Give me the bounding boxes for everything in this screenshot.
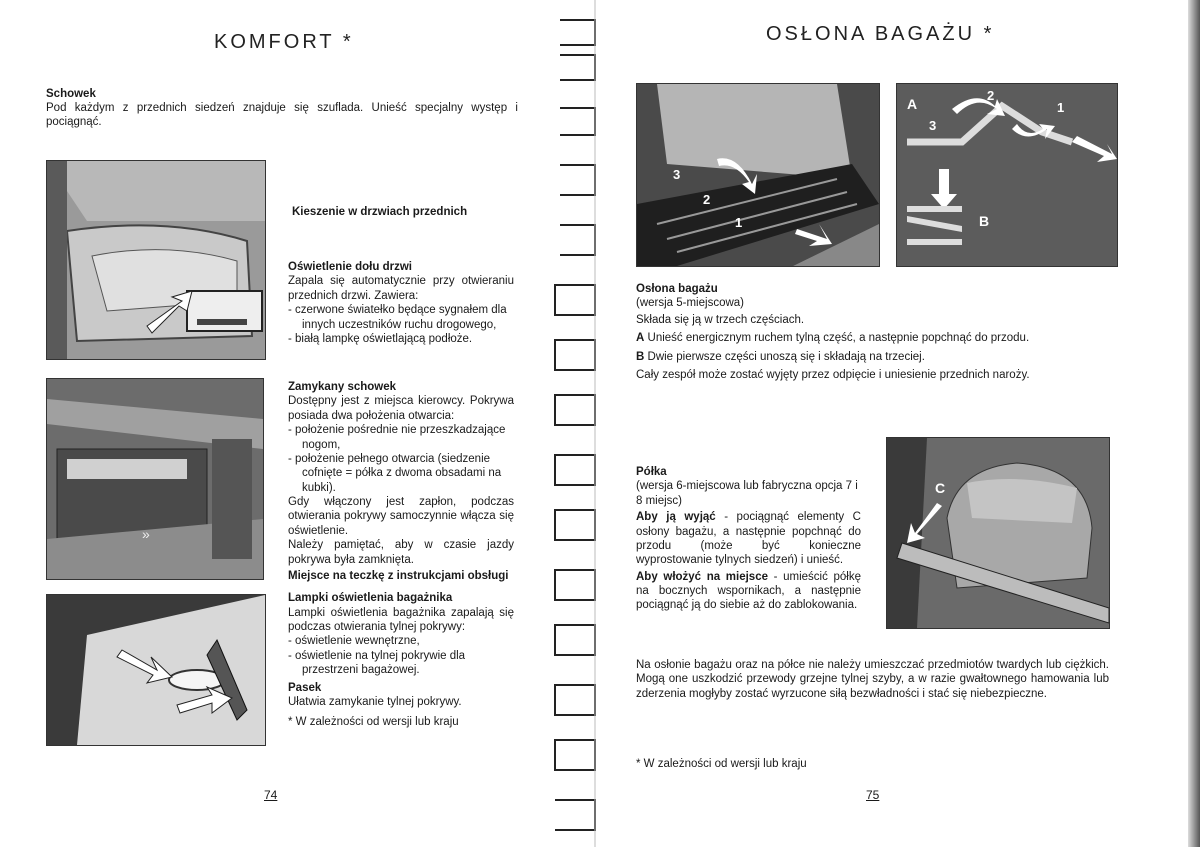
oswietlenie-section: [288, 260, 514, 346]
warning-text: Na osłonie bagażu oraz na półce nie należy umieszczać przedmiotów twardych lub ciężkich. Mogą one uszkodzić przewody grzejne tylnej szyby, a w razie gwałtownego hamowania lub zderzenia mogłyby zostać wyrzucone siłą bezwładności i stać się niebezpieczne.: [636, 659, 1109, 700]
folding-diagram-label: B: [979, 213, 990, 229]
folding-diagram-label: A: [907, 96, 918, 112]
pasek-text: Ułatwia zamykanie tylnej pokrywy.: [288, 695, 462, 708]
zamykany-item: - położenie pełnego otwarcia (siedzenie cofnięte = półka z dwoma obsadami na kubki).: [288, 452, 514, 495]
polka-remove: [636, 510, 861, 568]
polka-heading: Półka: [636, 466, 667, 478]
zamykany-text: Dostępny jest z miejsca kierowcy. Pokrywa posiada dwa położenia otwarcia:: [288, 395, 514, 422]
oslona-text: Składa się ją w trzech częściach.: [636, 313, 805, 326]
folding-diagram-label: 3: [929, 118, 937, 133]
schowek-text: Pod każdym z przednich siedzeń znajduje się szuflada. Unieść specjalny występ i pociągnąć.: [46, 102, 518, 129]
trunk-lid-photo: [46, 594, 266, 746]
zamykany-text2: Gdy włączony jest zapłon, podczas otwierania pokrywy samoczynnie włącza się oświetlenie.: [288, 496, 514, 537]
step-label: A: [636, 332, 645, 345]
oslona-section: [636, 282, 1106, 382]
pasek-heading: Pasek: [288, 681, 322, 694]
right-page-title: OSŁONA BAGAŻU *: [766, 23, 995, 45]
left-page-title: KOMFORT *: [214, 31, 354, 53]
oswietlenie-text: Zapala się automatycznie przy otwieraniu przednich drzwi. Zawiera:: [288, 275, 514, 302]
svg-text:»: »: [142, 526, 150, 542]
polka-insert-label: Aby włożyć na miejsce: [636, 570, 768, 583]
door-pocket-photo: [46, 160, 266, 360]
luggage-cover-photo: [636, 83, 880, 267]
lampki-item: - oświetlenie wewnętrzne,: [288, 634, 514, 648]
schowek-heading: Schowek: [46, 88, 96, 100]
oswietlenie-item: - czerwone światełko będące sygnałem dla innych uczestników ruchu drogowego,: [288, 303, 514, 332]
oslona-subtitle: (wersja 5-miejscowa): [636, 297, 744, 310]
folding-diagram: [896, 83, 1118, 267]
zamykany-section: [288, 380, 514, 730]
right-footnote: * W zależności od wersji lub kraju: [636, 758, 807, 770]
luggage-cover-photo-label: 1: [735, 215, 743, 230]
miejsce-heading: Miejsce na teczkę z instrukcjami obsługi: [288, 569, 509, 582]
right-page-number: 75: [866, 788, 880, 802]
spiral-binding: [545, 0, 615, 847]
oslona-step-a: [636, 331, 1106, 345]
polka-remove-text: - pociągnąć elementy C osłony bagażu, a następnie popchnąć do przodu (może być konieczne wyprostowanie tylnych siedzeń) i unieść.: [636, 511, 861, 567]
luggage-cover-photo-label: 2: [703, 192, 711, 207]
oswietlenie-item: - białą lampkę oświetlającą podłoże.: [288, 332, 514, 346]
zamykany-heading: Zamykany schowek: [288, 381, 397, 393]
luggage-cover-photo-label: 3: [673, 167, 681, 182]
kieszenie-heading: Kieszenie w drzwiach przednich: [292, 206, 468, 218]
folding-diagram-label: 1: [1057, 100, 1065, 115]
oslona-text2: Cały zespół może zostać wyjęty przez odpięcie i uniesienie przednich naroży.: [636, 368, 1030, 381]
glovebox-photo: [46, 378, 264, 580]
parcel-shelf-photo: [886, 437, 1110, 629]
zamykany-text3: Należy pamiętać, aby w czasie jazdy pokrywa była zamknięta.: [288, 539, 514, 566]
lampki-item: - oświetlenie na tylnej pokrywie dla przestrzeni bagażowej.: [288, 649, 514, 678]
polka-insert: [636, 570, 861, 613]
lampki-text: Lampki oświetlenia bagażnika zapalają się podczas otwierania tylnej pokrywy:: [288, 606, 514, 633]
parcel-shelf-photo-label: C: [935, 480, 946, 496]
oswietlenie-heading: Oświetlenie dołu drzwi: [288, 261, 412, 273]
oslona-step-b: [636, 350, 1106, 364]
zamykany-item: - położenie pośrednie nie przeszkadzające nogom,: [288, 423, 514, 452]
step-text: Dwie pierwsze części unoszą się i składają na trzeciej.: [647, 350, 925, 363]
page-edge-shadow: [1188, 0, 1200, 847]
lampki-heading: Lampki oświetlenia bagażnika: [288, 592, 453, 605]
left-page-number: 74: [264, 788, 278, 802]
folding-diagram-label: 2: [987, 88, 995, 103]
step-label: B: [636, 350, 645, 363]
polka-subtitle: (wersja 6-miejscowa lub fabryczna opcja 7 i 8 miejsc): [636, 480, 858, 507]
polka-remove-label: Aby ją wyjąć: [636, 511, 716, 524]
polka-insert-text: - umieścić półkę na bocznych wspornikach, a następnie pociągnąć ją do siebie aż do zablokowania.: [636, 570, 861, 612]
oslona-heading: Osłona bagażu: [636, 283, 718, 295]
left-footnote: * W zależności od wersji lub kraju: [288, 716, 459, 729]
step-text: Unieść energicznym ruchem tylną część, a następnie popchnąć do przodu.: [647, 332, 1030, 345]
polka-section: [636, 465, 861, 613]
